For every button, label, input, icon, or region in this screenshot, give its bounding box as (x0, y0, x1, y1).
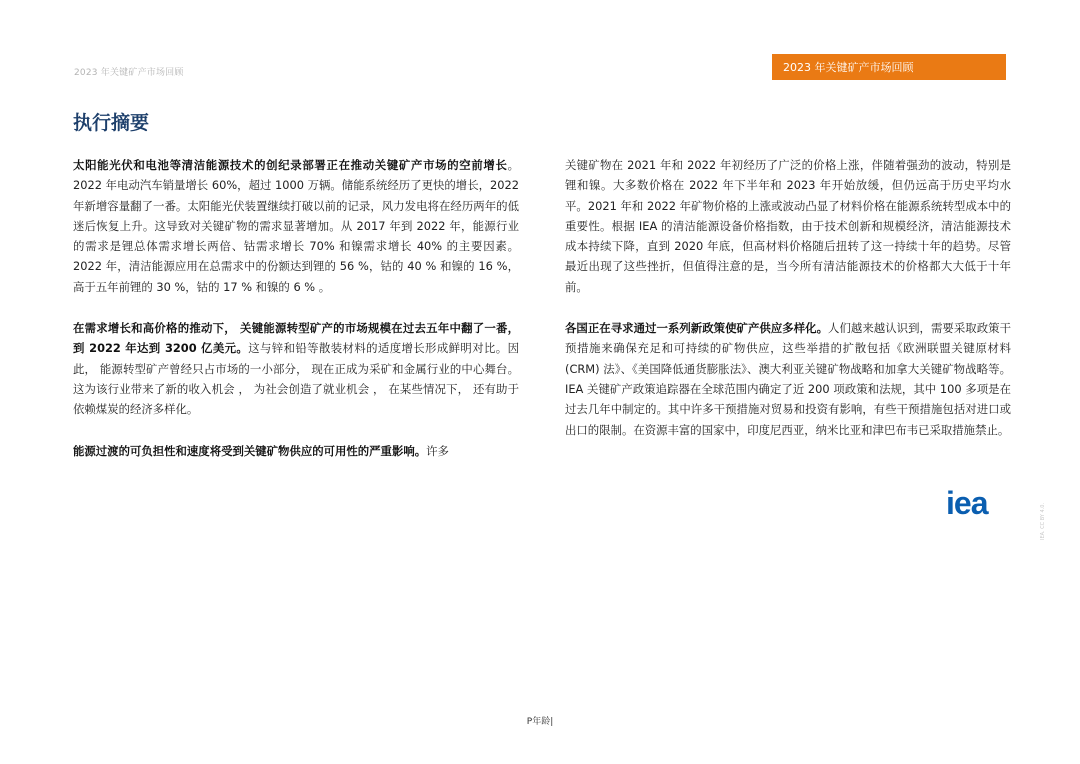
paragraph (73, 441, 519, 461)
side-watermark: IEA. CC BY 4.0. (1040, 502, 1046, 540)
paragraph-body: 人们越来越认识到，需要采取政策干预措施来确保充足和可持续的矿物供应，这些举措的扩散包括《欧洲联盟关键原材料 (CRM) 法》、《美国降低通货膨胀法》、澳大利亚关键矿物战略和加拿大关键矿物战略等。IEA 关键矿产政策追踪器在全球范围内确定了近 200 项政策和法规，其中 100 多项是在过去几年中制定的。其中许多干预措施对贸易和投资有影响，有些干预措施包括对进口或出口的限制。在资源丰富的国家中，印度尼西亚，纳米比亚和津巴布韦已采取措施禁止。 (565, 321, 1011, 437)
paragraph-lead: 各国正在寻求通过一系列新政策使矿产供应多样化。 (565, 321, 829, 336)
iea-logo (946, 486, 1008, 520)
paragraph-body: 。2022 年电动汽车销量增长 60%，超过 1000 万辆。储能系统经历了更快的增长，2022 年新增容量翻了一番。太阳能光伏装置继续打破以前的记录，风力发电将在经历两年的低迷后恢复上升。这导致对关键矿物的需求显著增加。从 2017 年到 2022 年，能源行业的需求是锂总体需求增长两倍、钴需求增长 70% 和镍需求增长 40% 的主要因素。2022 年，清洁能源应用在总需求中的份额达到锂的 56 %，钴的 40 % 和镍的 16 %，高于五年前锂的 30 %，钴的 17 % 和镍的 6 % 。 (73, 158, 519, 294)
right-column (565, 155, 1011, 461)
paragraph-lead: 太阳能光伏和电池等清洁能源技术的创纪录部署正在推动关键矿产市场的空前增长 (73, 158, 508, 172)
paragraph-lead: 在需求增长和高价格的推动下， 关键能源转型矿产的市场规模在过去五年中翻了一番， 到 2022 年达到 3200 亿美元。 (73, 321, 519, 356)
page-title: 执行摘要 (73, 112, 150, 134)
paragraph-lead: 能源过渡的可负担性和速度将受到关键矿物供应的可用性的严重影响。 (73, 443, 427, 458)
paragraph-body: 许多 (426, 443, 449, 458)
left-column (73, 155, 519, 482)
paragraph-body: 这与锌和铅等散装材料的适度增长形成鲜明对比。因此， 能源转型矿产曾经只占市场的一小部分， 现在正成为采矿和金属行业的中心舞台。这为该行业带来了新的收入机会 ， 为社会创造了就业机会 ， 在某些情况下， 还有助于依赖煤炭的经济多样化。 (73, 341, 519, 417)
paragraph (565, 318, 1011, 440)
header-section-tab: 2023 年关键矿产市场回顾 (772, 54, 1006, 80)
paragraph (73, 318, 519, 419)
running-title: 2023 年关键矿产市场回顾 (74, 68, 184, 78)
svg-text:iea: iea (946, 486, 988, 520)
paragraph (565, 155, 1011, 297)
page-number: P年龄| (526, 717, 554, 727)
paragraph (73, 155, 519, 297)
paragraph-body: 关键矿物在 2021 年和 2022 年初经历了广泛的价格上涨，伴随着强劲的波动，特别是锂和镍。大多数价格在 2022 年下半年和 2023 年开始放缓，但仍远高于历史平均水平。2021 年和 2022 年矿物价格的上涨或波动凸显了材料价格在能源系统转型成本中的重要性。根据 IEA 的清洁能源设备价格指数，由于技术创新和规模经济，清洁能源技术成本持续下降，直到 2020 年底，但高材料价格随后扭转了这一持续十年的趋势。尽管最近出现了这些挫折，但值得注意的是，当今所有清洁能源技术的价格都大大低于十年前。 (565, 158, 1011, 294)
